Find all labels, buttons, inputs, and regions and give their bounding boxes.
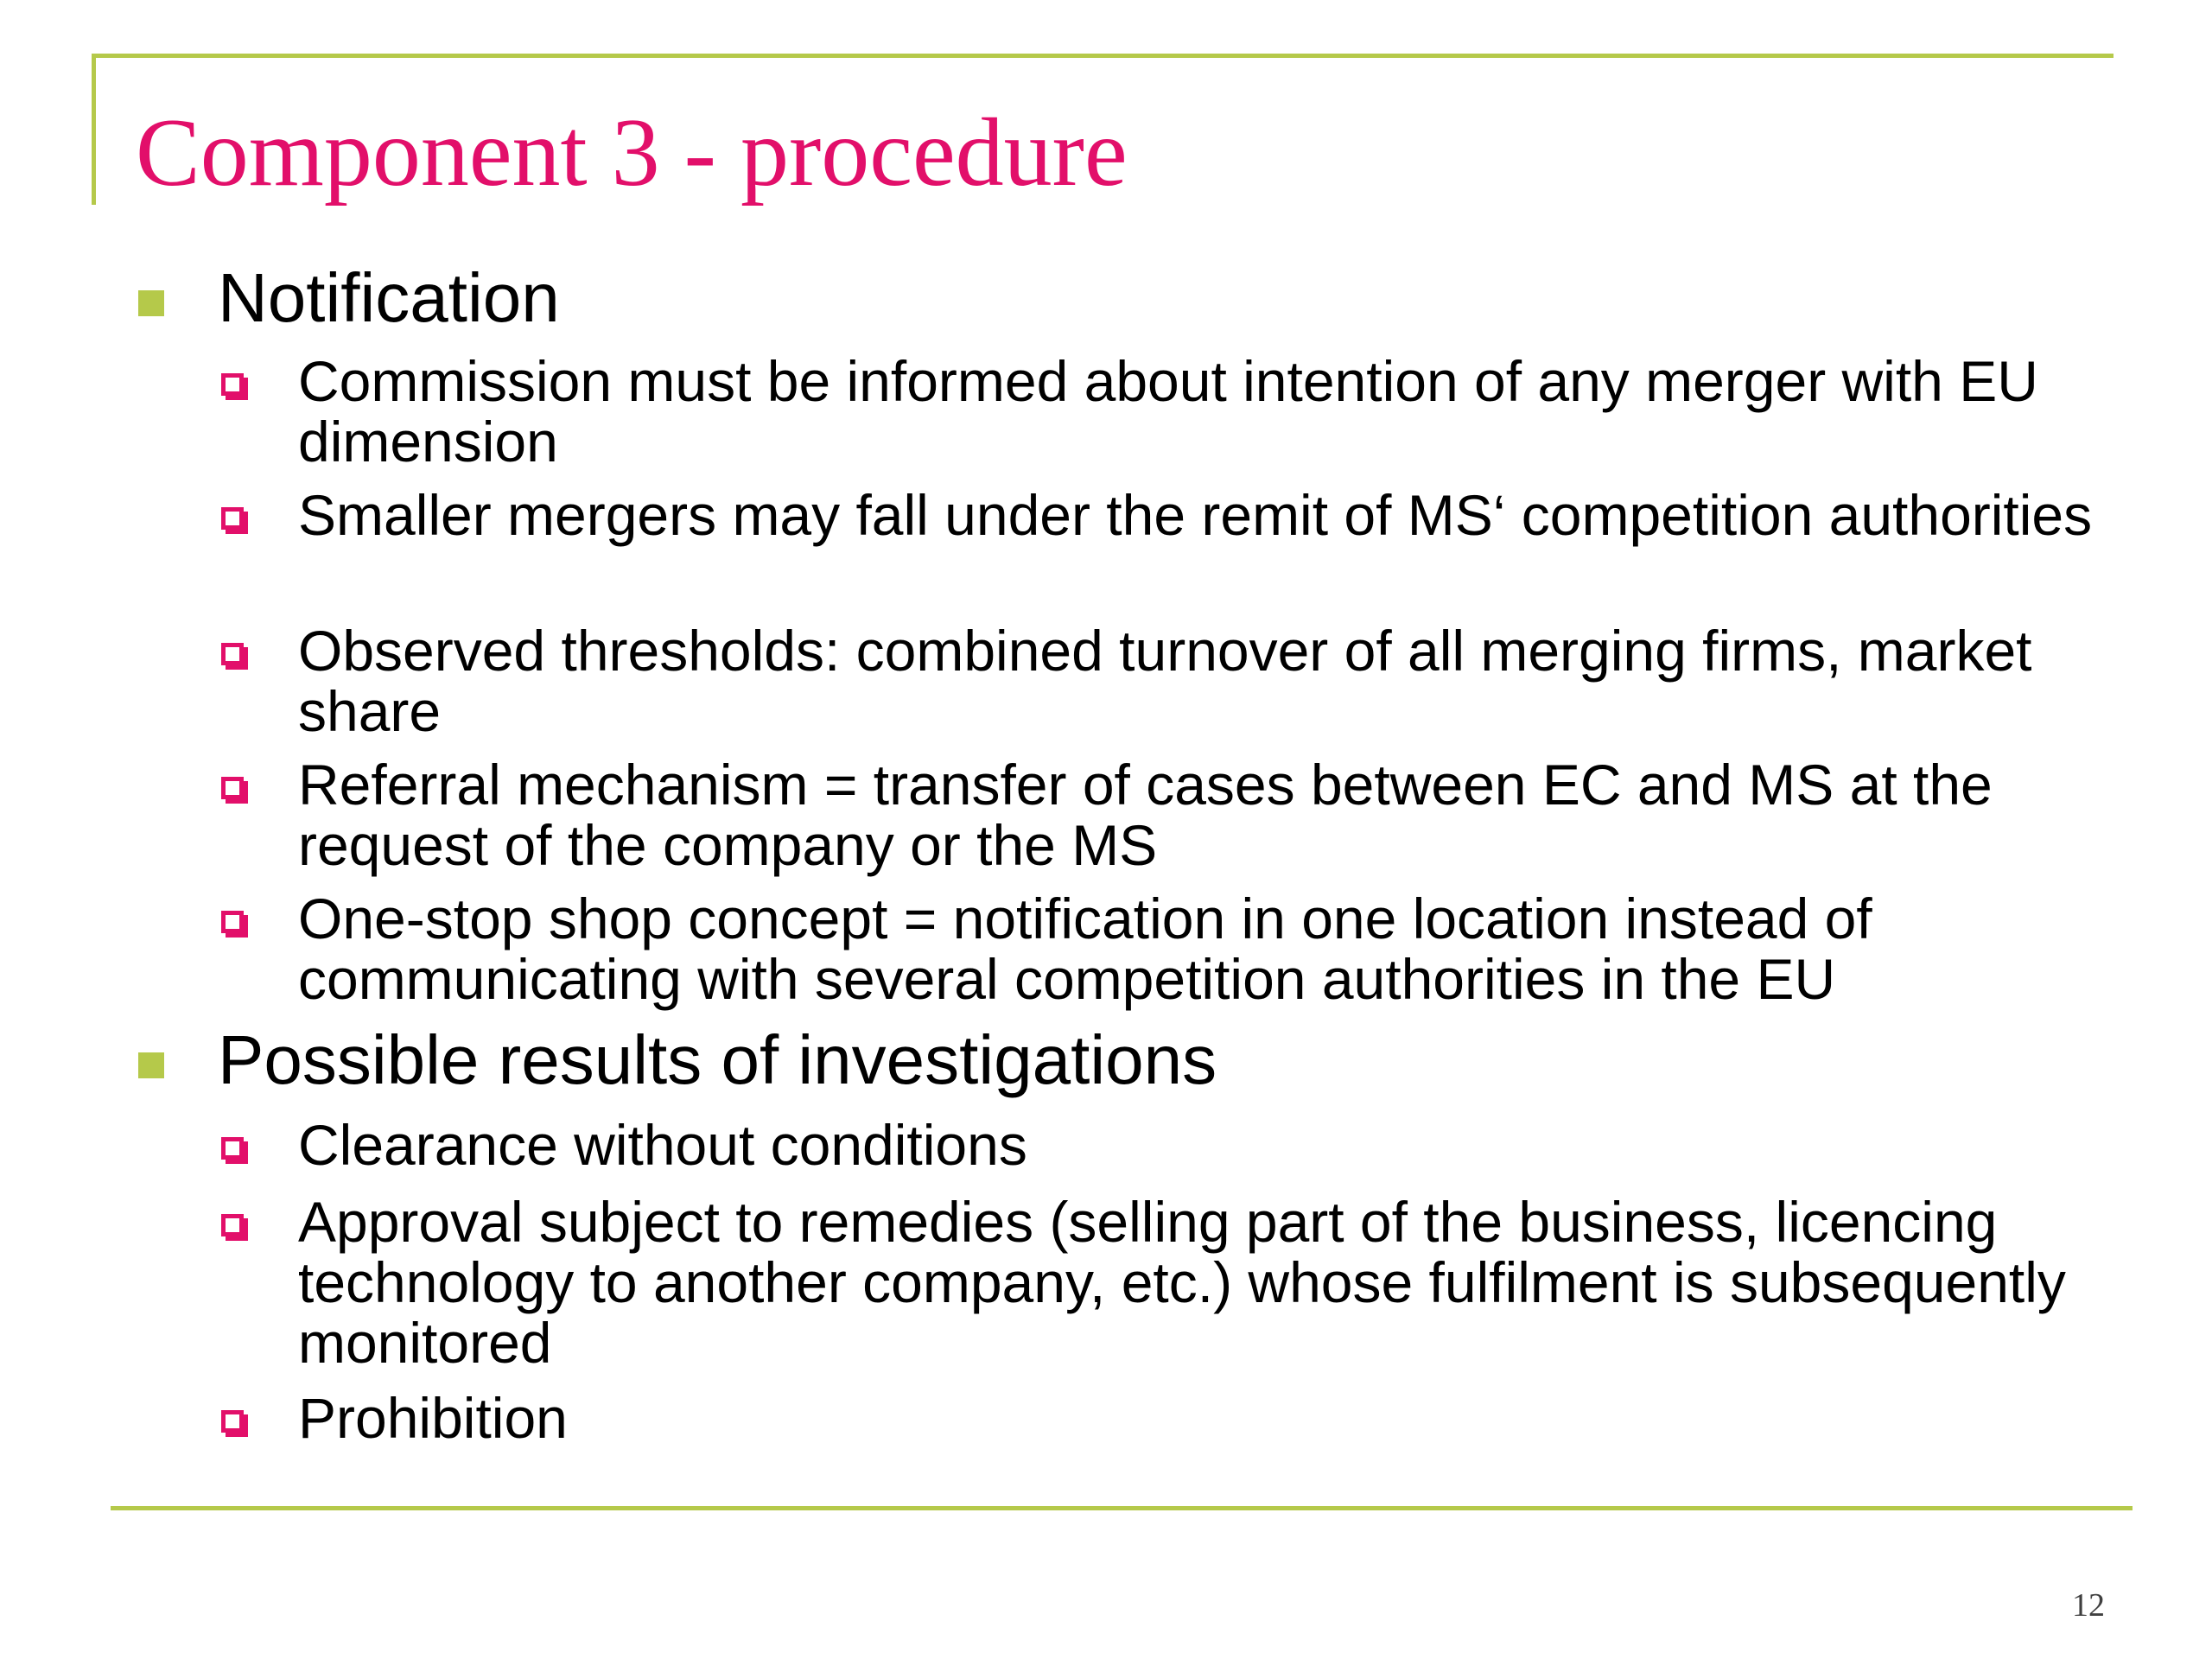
hollow-square-bullet-icon <box>221 777 244 799</box>
section-heading-results: Possible results of investigations <box>218 1021 1217 1098</box>
hollow-square-bullet-icon <box>221 643 244 665</box>
list-item: Observed thresholds: combined turnover of all merging firms, market share <box>298 619 2032 743</box>
list-item: Approval subject to remedies (selling part of the business, licencing technology to another company, etc.) whose fulfilment is subsequently monitored <box>298 1190 2066 1375</box>
square-bullet-icon <box>138 290 164 316</box>
slide-title: Component 3 - procedure <box>136 99 1128 207</box>
bottom-rule <box>111 1506 2133 1510</box>
hollow-square-bullet-icon <box>221 911 244 933</box>
hollow-square-bullet-icon <box>221 1137 244 1160</box>
list-item: Prohibition <box>298 1386 568 1450</box>
list-item: Commission must be informed about intention of any merger with EU dimension <box>298 349 2038 474</box>
square-bullet-icon <box>138 1052 164 1078</box>
list-item: Clearance without conditions <box>298 1113 1027 1177</box>
hollow-square-bullet-icon <box>221 1214 244 1236</box>
page-number: 12 <box>2072 1587 2105 1624</box>
list-item: Smaller mergers may fall under the remit of MS‘ competition authorities <box>298 483 2093 547</box>
list-item: One-stop shop concept = notification in one location instead of communicating with several competition authorities in the EU <box>298 887 1872 1011</box>
section-heading-notification: Notification <box>218 259 560 336</box>
hollow-square-bullet-icon <box>221 1410 244 1433</box>
hollow-square-bullet-icon <box>221 373 244 396</box>
list-item: Referral mechanism = transfer of cases between EC and MS at the request of the company or the MS <box>298 753 1993 877</box>
hollow-square-bullet-icon <box>221 507 244 530</box>
